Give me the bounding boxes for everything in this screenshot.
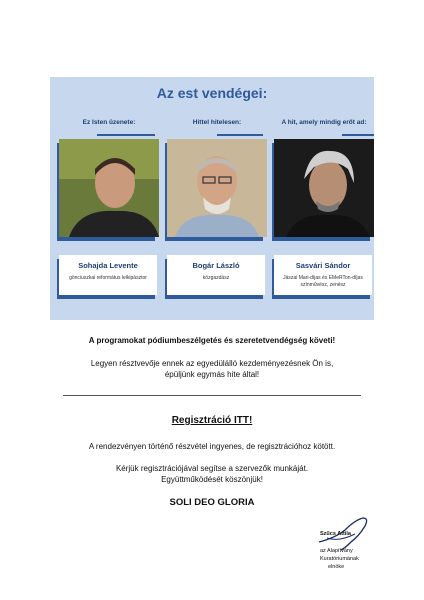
guest-1-caption: Ez Isten üzenete: [82, 119, 136, 126]
guest-2-card [167, 255, 265, 295]
guest-3-role: Jászai Mari-díjas és EMeRTon-díjas színművész, zenész [283, 275, 363, 288]
guest-1-name: Sohajda Levente [78, 261, 138, 270]
signer-line-2: az Alapítvány [320, 548, 353, 554]
guests-panel [50, 77, 374, 320]
guest-2-caption: Hittel hitelesen: [192, 119, 242, 126]
invite-line-2: épüljünk egymás hite által! [164, 370, 260, 379]
guest-3-card [274, 255, 372, 295]
signer-line-3: Kuratóriumának [320, 556, 359, 562]
help-line-1: Kérjük regisztrációjával segítse a szervezők munkáját. [115, 464, 309, 473]
guest-2-role: közgazdász [202, 275, 230, 281]
guest-3-name: Sasvári Sándor [295, 261, 351, 270]
caption-underline [342, 134, 374, 136]
signer-name: Szűcs Attila [320, 531, 351, 537]
free-note: A rendezvényen történő részvétel ingyenes, de regisztrációhoz kötött. [88, 442, 336, 451]
panel-title: Az est vendégei: [156, 85, 268, 101]
guest-2-name: Bogár László [192, 261, 240, 270]
registration-link[interactable]: Regisztráció ITT! [171, 415, 253, 426]
guest-1-role: gönciuszkai református lelkipásztor [69, 275, 147, 281]
caption-underline [97, 134, 155, 136]
invite-line-1: Legyen résztvevője ennek az egyedülálló kezdeményezésnek Ön is, [90, 359, 334, 368]
program-note: A programokat pódiumbeszélgetés és szeretetvendégség követi! [88, 336, 336, 345]
signer-line-4: elnöke [328, 564, 345, 570]
guest-1-photo [59, 139, 159, 237]
guest-3-caption: A hit, amely mindig erőt ad: [281, 119, 367, 126]
guest-1-card [59, 255, 157, 295]
guest-2-photo [167, 139, 267, 237]
help-line-2: Együttműködését köszönjük! [161, 475, 263, 484]
motto: SOLI DEO GLORIA [169, 497, 255, 508]
divider [63, 395, 361, 396]
guest-3-photo [274, 139, 374, 237]
caption-underline [217, 134, 263, 136]
